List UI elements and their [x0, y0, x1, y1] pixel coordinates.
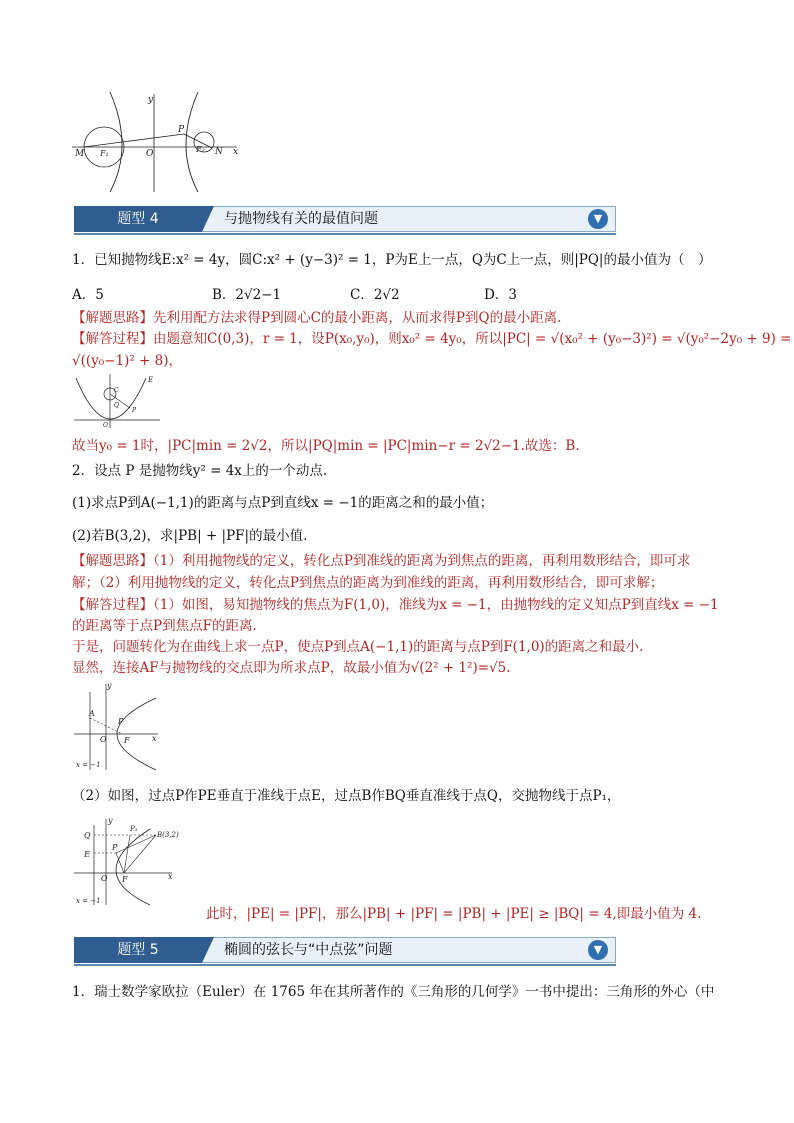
fig2-label-O: O	[101, 874, 108, 883]
q1-question: 1．已知抛物线E:x² = 4y，圆C:x² + (y−3)² = 1，P为E上一点，Q为C上一点，则|PQ|的最小值为（ ）	[72, 252, 712, 268]
q2-thinking-text-1: （1）利用抛物线的定义，转化点P到准线的距离为到焦点的距离，再利用数形结合，即可求	[153, 553, 691, 569]
fig-q1-label-E: E	[148, 376, 154, 384]
q2-thinking-line-2: 解；（2）利用抛物线的定义，转化点P到焦点的距离为到准线的距离，再利用数形结合，即可求解；	[72, 575, 664, 591]
fig2-label-E: E	[84, 850, 90, 859]
q1-option-d: D．3	[484, 287, 517, 303]
q1-process-line-2: √((y₀−1)² + 8)，	[72, 353, 183, 369]
q1-option-b: B．2√2−1	[212, 287, 282, 303]
q1-option-c: C．2√2	[350, 287, 400, 303]
q1-thinking-text: 先利用配方法求得P到圆心C的最小距离，从而求得P到Q的最小距离.	[153, 310, 562, 326]
section-5-banner	[74, 937, 616, 963]
q1-options	[72, 283, 542, 301]
section-5-label: 题型 5	[74, 937, 202, 963]
q1-thinking	[72, 309, 561, 327]
q2-process-line-4: 显然，连接AF与抛物线的交点即为所求点P，故最小值为√(2² + 1²)=√5.	[72, 660, 511, 676]
q1-process-tag: 【解答过程】	[72, 331, 153, 347]
q2-part2: (2)若B(3,2)，求|PB| + |PF|的最小值.	[72, 528, 308, 544]
section-4-title: 与抛物线有关的最值问题	[224, 211, 378, 227]
fig-q1-label-O: O	[103, 422, 108, 429]
fig1-label-x: x	[152, 734, 157, 743]
q2-thinking-line-1	[72, 552, 690, 570]
q2-process-text-1: （1）如图，易知抛物线的焦点为F(1,0)，准线为x = −1，由抛物线的定义知点P到直线x = −1	[153, 597, 719, 613]
fig1-label-y: y	[107, 681, 112, 690]
hyperbola-label-M: M	[75, 149, 85, 159]
q2-stem: 2．设点 P 是抛物线y² = 4x上的一个动点.	[72, 463, 328, 479]
fig2-label-Q: Q	[84, 831, 91, 840]
q3-stem: 1．瑞士数学家欧拉（Euler）在 1765 年在其所著作的《三角形的几何学》一书中提出：三角形的外心（中	[72, 984, 715, 1000]
fig1-label-dir: x = −1	[76, 761, 101, 769]
q2-part1: (1)求点P到A(−1,1)的距离与点P到直线x = −1的距离之和的最小值；	[72, 495, 494, 511]
q1-option-a: A．5	[72, 287, 104, 303]
hyperbola-label-O: O	[146, 149, 154, 159]
section-4-banner	[74, 206, 616, 232]
fig1-label-O: O	[100, 735, 107, 744]
hyperbola-label-y: y	[148, 95, 154, 105]
fig1-label-A: A	[89, 709, 95, 718]
q2-part2-intro: （2）如图，过点P作PE垂直于准线于点E，过点B作BQ垂直准线于点Q，交抛物线于点P₁，	[72, 788, 621, 804]
hyperbola-figure	[72, 90, 247, 194]
fig1-label-F: F	[124, 736, 130, 745]
parabola-circle-figure	[72, 372, 164, 430]
fig2-label-x: x	[168, 872, 173, 881]
fig-q1-label-C: C	[114, 387, 119, 394]
fig2-label-F: F	[122, 875, 128, 884]
hyperbola-label-N: N	[215, 147, 223, 157]
section-4-label: 题型 4	[74, 206, 202, 232]
chevron-down-icon[interactable]: ▼	[588, 209, 608, 229]
q2-part2-conclusion: 此时，|PE| = |PF|，那么|PB| + |PF| = |PB| + |PE| ≥ |BQ| = 4,即最小值为 4.	[206, 906, 702, 922]
fig-q1-label-P: P	[132, 407, 137, 414]
hyperbola-label-P: P	[178, 125, 185, 135]
q2-process-line-1	[72, 596, 719, 614]
q2-process-line-2: 的距离等于点P到焦点F的距离.	[72, 618, 257, 634]
fig-q1-label-Q: Q	[114, 402, 119, 409]
parabola-figure-2	[72, 815, 182, 907]
fig2-label-y: y	[108, 816, 113, 825]
section-5-title: 椭圆的弦长与“中点弦”问题	[224, 942, 393, 958]
chevron-down-icon[interactable]: ▼	[588, 940, 608, 960]
hyperbola-label-F2: F₂	[196, 145, 205, 154]
fig2-label-B: B(3,2)	[157, 831, 179, 839]
q1-thinking-tag: 【解题思路】	[72, 310, 153, 326]
q2-process-line-3: 于是，问题转化为在曲线上求一点P，使点P到点A(−1,1)的距离与点P到F(1,0)的距离之和最小.	[72, 639, 644, 655]
q2-thinking-tag: 【解题思路】	[72, 553, 153, 569]
parabola-figure-1	[72, 680, 167, 772]
q1-conclusion: 故当y₀ = 1时，|PC|min = 2√2，所以|PQ|min = |PC|min−r = 2√2−1.故选：B.	[72, 438, 580, 454]
fig1-label-P: P	[118, 717, 124, 726]
fig2-label-P1: P₁	[130, 825, 138, 833]
q2-process-tag: 【解答过程】	[72, 597, 153, 613]
fig2-label-P: P	[112, 843, 118, 852]
q1-process-text-1: 由题意知C(0,3)，r = 1，设P(x₀,y₀)，则x₀² = 4y₀，所以|PC| = √(x₀² + (y₀−3)²) = √(y₀²−2y₀ + 9) =	[153, 331, 792, 347]
hyperbola-label-x: x	[233, 147, 239, 157]
fig2-label-dir: x = −1	[76, 897, 101, 905]
q1-process-line-1	[72, 330, 791, 348]
hyperbola-label-F1: F₁	[100, 149, 109, 158]
